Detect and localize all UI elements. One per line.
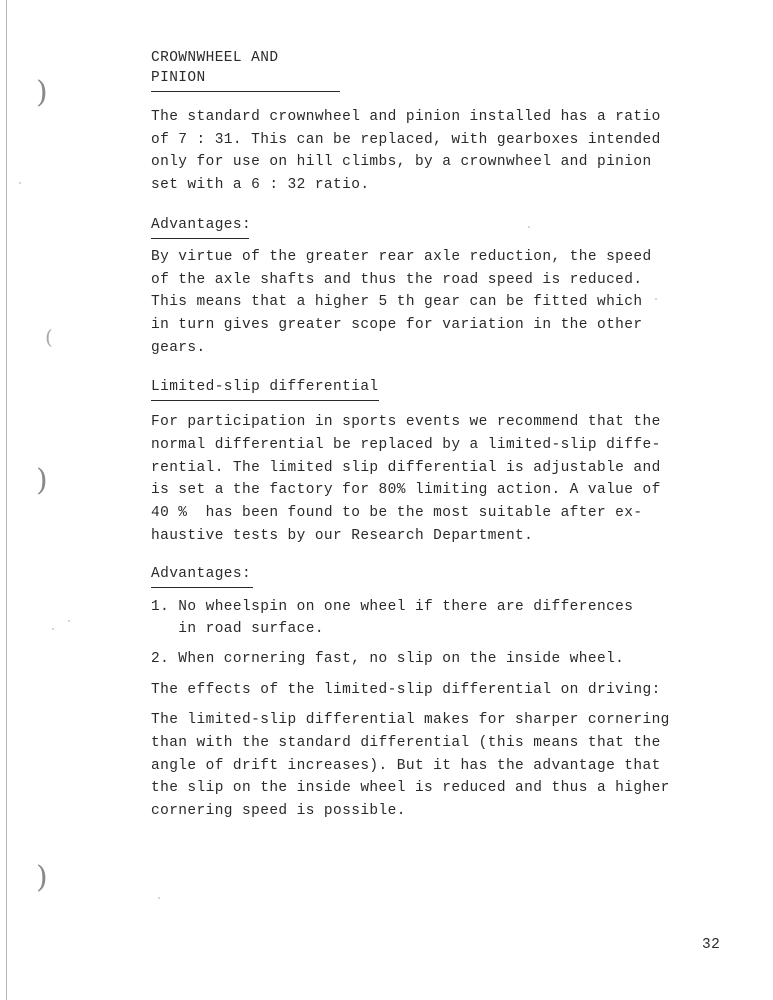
paragraph-line: of the axle shafts and thus the road speed is reduced. [151,271,643,288]
paragraph-line: set with a 6 : 32 ratio. [151,177,370,194]
paragraph-line: only for use on hill climbs, by a crownwheel and pinion [151,154,652,171]
scan-speck [19,182,21,184]
binding-margin-line [6,0,7,1000]
scan-speck [158,897,160,899]
list-item-line: in road surface. [151,621,324,638]
advantages-list [151,596,711,671]
section-heading-limited-slip: Limited-slip differential [151,377,379,401]
list-item-line: 1. No wheelspin on one wheel if there are differences [151,598,634,615]
paragraph-line: normal differential be replaced by a limited-slip diffe- [151,437,661,454]
section-heading-advantages-2: Advantages: [151,564,253,588]
paragraph-line: in turn gives greater scope for variation in the other [151,316,643,333]
paragraph-limited-slip [151,411,711,547]
section-heading-advantages: Advantages: [151,215,249,239]
list-item [151,648,711,671]
paragraph-line: angle of drift increases). But it has the advantage that [151,757,661,774]
scan-speck [52,628,54,630]
paragraph-line: The limited-slip differential makes for sharper cornering [151,712,670,729]
page-number: 32 [702,937,721,953]
paragraph-line: For participation in sports events we recommend that the [151,414,661,431]
paragraph-line: cornering speed is possible. [151,803,406,820]
scan-speck [68,620,70,622]
paragraph-line: This means that a higher 5 th gear can be fitted which [151,294,643,311]
effects-intro: The effects of the limited-slip differential on driving: [151,681,661,698]
paragraph-line: haustive tests by our Research Department. [151,527,534,544]
paragraph-effects [151,709,711,823]
section-heading-crownwheel: CROWNWHEEL AND PINION [151,48,340,92]
paragraph-line: rential. The limited slip differential is adjustable and [151,459,661,476]
paragraph-line: 40 % has been found to be the most suitable after ex- [151,505,643,522]
paragraph-line: By virtue of the greater rear axle reduction, the speed [151,248,652,265]
paragraph-line: than with the standard differential (this means that the [151,735,661,752]
punch-hole-mark: ( [45,325,53,349]
punch-hole-mark: ) [36,75,48,110]
document-body [151,48,711,823]
paragraph-line: of 7 : 31. This can be replaced, with gearboxes intended [151,131,661,148]
punch-hole-mark: ) [36,463,48,498]
paragraph-line: is set a the factory for 80% limiting action. A value of [151,482,661,499]
punch-hole-mark: ) [36,860,48,895]
paragraph-line: the slip on the inside wheel is reduced and thus a higher [151,780,670,797]
paragraph-line: gears. [151,339,206,356]
paragraph-crownwheel [151,106,711,197]
paragraph-advantages [151,246,711,360]
paragraph-line: The standard crownwheel and pinion installed has a ratio [151,109,661,125]
list-item [151,596,711,641]
list-item-line: 2. When cornering fast, no slip on the inside wheel. [151,650,625,667]
